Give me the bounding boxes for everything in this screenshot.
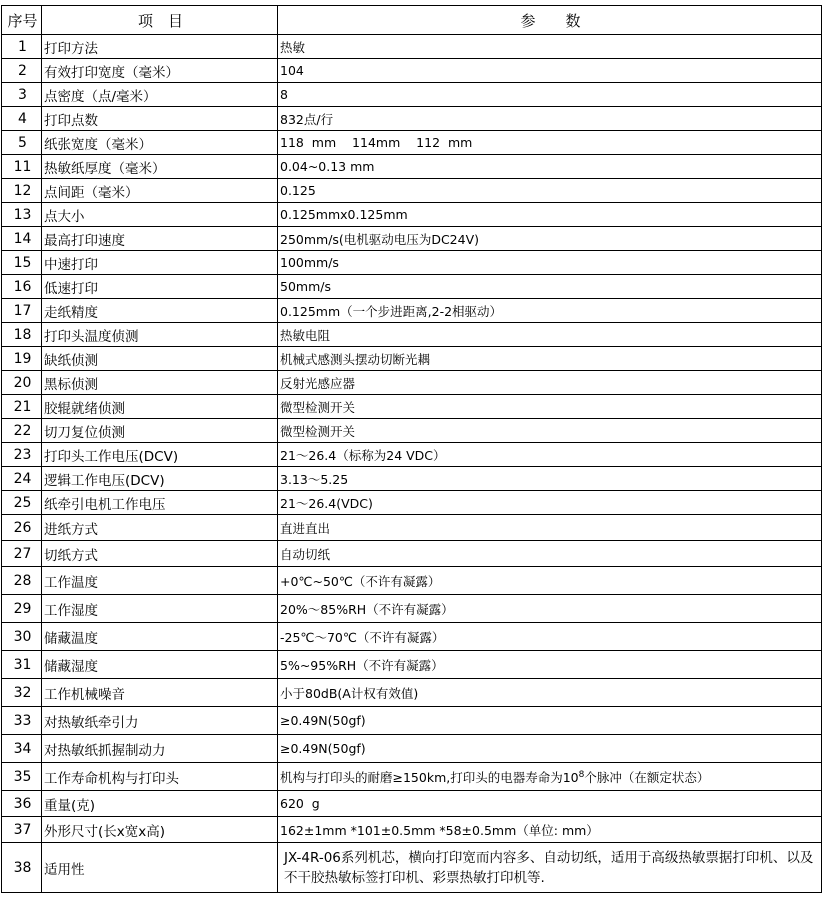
row-num: 32 bbox=[2, 679, 42, 707]
row-param: 微型检测开关 bbox=[278, 395, 822, 419]
table-row bbox=[2, 419, 822, 443]
row-num: 13 bbox=[2, 203, 42, 227]
row-param: 20%～85%RH（不许有凝露） bbox=[278, 595, 822, 623]
header-param: 参 数 bbox=[278, 6, 822, 35]
row-param: ≥0.49N(50gf) bbox=[278, 735, 822, 763]
row-item: 切刀复位侦测 bbox=[42, 419, 278, 443]
row-num: 12 bbox=[2, 179, 42, 203]
row-item: 纸张宽度（毫米） bbox=[42, 131, 278, 155]
row-item: 点密度（点/毫米） bbox=[42, 83, 278, 107]
row-param: 0.04~0.13 mm bbox=[278, 155, 822, 179]
spec-table bbox=[1, 5, 822, 893]
row-num: 37 bbox=[2, 817, 42, 843]
row-num: 31 bbox=[2, 651, 42, 679]
row-num: 36 bbox=[2, 791, 42, 817]
row-item: 储藏湿度 bbox=[42, 651, 278, 679]
row-num: 26 bbox=[2, 515, 42, 541]
row-item: 储藏温度 bbox=[42, 623, 278, 651]
row-item: 适用性 bbox=[42, 843, 278, 893]
row-num: 20 bbox=[2, 371, 42, 395]
row-num: 11 bbox=[2, 155, 42, 179]
row-num: 33 bbox=[2, 707, 42, 735]
table-row bbox=[2, 707, 822, 735]
header-item: 项 目 bbox=[42, 6, 278, 35]
row-num: 30 bbox=[2, 623, 42, 651]
table-row bbox=[2, 443, 822, 467]
row-num: 28 bbox=[2, 567, 42, 595]
row-param: 50mm/s bbox=[278, 275, 822, 299]
table-row bbox=[2, 83, 822, 107]
row-param: 21～26.4（标称为24 VDC） bbox=[278, 443, 822, 467]
row-item: 中速打印 bbox=[42, 251, 278, 275]
table-row bbox=[2, 763, 822, 791]
table-row bbox=[2, 35, 822, 59]
row-item: 有效打印宽度（毫米） bbox=[42, 59, 278, 83]
row-param: 162±1mm *101±0.5mm *58±0.5mm（单位: mm） bbox=[278, 817, 822, 843]
table-row bbox=[2, 251, 822, 275]
row-param: 机械式感测头摆动切断光耦 bbox=[278, 347, 822, 371]
row-num: 29 bbox=[2, 595, 42, 623]
row-param: 3.13～5.25 bbox=[278, 467, 822, 491]
table-row bbox=[2, 623, 822, 651]
row-num: 21 bbox=[2, 395, 42, 419]
table-row bbox=[2, 299, 822, 323]
row-param: 118 mm 114mm 112 mm bbox=[278, 131, 822, 155]
table-row bbox=[2, 107, 822, 131]
table-row bbox=[2, 491, 822, 515]
row-num: 24 bbox=[2, 467, 42, 491]
row-param: 0.125mm（一个步进距离,2-2相驱动） bbox=[278, 299, 822, 323]
row-item: 打印头工作电压(DCV) bbox=[42, 443, 278, 467]
row-item: 工作机械噪音 bbox=[42, 679, 278, 707]
row-param: 8 bbox=[278, 83, 822, 107]
table-row bbox=[2, 515, 822, 541]
row-param: 热敏电阻 bbox=[278, 323, 822, 347]
table-row bbox=[2, 323, 822, 347]
row-num: 16 bbox=[2, 275, 42, 299]
row-param: 自动切纸 bbox=[278, 541, 822, 567]
table-row bbox=[2, 467, 822, 491]
row-item: 工作湿度 bbox=[42, 595, 278, 623]
row-param: 104 bbox=[278, 59, 822, 83]
table-row bbox=[2, 791, 822, 817]
row-num: 22 bbox=[2, 419, 42, 443]
row-param: JX-4R-06系列机芯，横向打印宽而内容多、自动切纸，适用于高级热敏票据打印机、以及不干胶热敏标签打印机、彩票热敏打印机等. bbox=[278, 843, 822, 893]
row-num: 5 bbox=[2, 131, 42, 155]
row-item: 最高打印速度 bbox=[42, 227, 278, 251]
row-item: 进纸方式 bbox=[42, 515, 278, 541]
table-row bbox=[2, 651, 822, 679]
row-num: 18 bbox=[2, 323, 42, 347]
row-num: 3 bbox=[2, 83, 42, 107]
row-item: 低速打印 bbox=[42, 275, 278, 299]
row-param-sup: 8 bbox=[578, 769, 585, 780]
row-param: 0.125 bbox=[278, 179, 822, 203]
row-item: 纸牵引电机工作电压 bbox=[42, 491, 278, 515]
row-item: 外形尺寸(长x宽x高) bbox=[42, 817, 278, 843]
table-row bbox=[2, 203, 822, 227]
table-row bbox=[2, 395, 822, 419]
row-num: 34 bbox=[2, 735, 42, 763]
row-num: 27 bbox=[2, 541, 42, 567]
row-num: 14 bbox=[2, 227, 42, 251]
row-param: 微型检测开关 bbox=[278, 419, 822, 443]
table-row bbox=[2, 679, 822, 707]
row-param: 832点/行 bbox=[278, 107, 822, 131]
row-param: 5%~95%RH（不许有凝露） bbox=[278, 651, 822, 679]
row-item: 缺纸侦测 bbox=[42, 347, 278, 371]
header-row bbox=[2, 6, 822, 35]
table-row bbox=[2, 371, 822, 395]
table-row bbox=[2, 347, 822, 371]
row-param: 21～26.4(VDC) bbox=[278, 491, 822, 515]
row-num: 2 bbox=[2, 59, 42, 83]
row-param: 反射光感应器 bbox=[278, 371, 822, 395]
table-row bbox=[2, 155, 822, 179]
row-param: 620 g bbox=[278, 791, 822, 817]
row-param-post: 个脉冲（在额定状态） bbox=[584, 769, 710, 785]
row-num: 17 bbox=[2, 299, 42, 323]
table-row bbox=[2, 567, 822, 595]
row-param: 250mm/s(电机驱动电压为DC24V) bbox=[278, 227, 822, 251]
row-num: 38 bbox=[2, 843, 42, 893]
row-item: 工作温度 bbox=[42, 567, 278, 595]
row-num: 15 bbox=[2, 251, 42, 275]
row-item: 胶辊就绪侦测 bbox=[42, 395, 278, 419]
row-param-pre: 机构与打印头的耐磨≥150km,打印头的电器寿命为10 bbox=[280, 769, 579, 785]
table-row bbox=[2, 541, 822, 567]
row-item: 打印点数 bbox=[42, 107, 278, 131]
row-item: 对热敏纸牵引力 bbox=[42, 707, 278, 735]
row-param: 0.125mmx0.125mm bbox=[278, 203, 822, 227]
table-row bbox=[2, 843, 822, 893]
row-item: 打印头温度侦测 bbox=[42, 323, 278, 347]
row-item: 切纸方式 bbox=[42, 541, 278, 567]
table-row bbox=[2, 595, 822, 623]
row-param: 热敏 bbox=[278, 35, 822, 59]
row-num: 1 bbox=[2, 35, 42, 59]
row-item: 对热敏纸抓握制动力 bbox=[42, 735, 278, 763]
row-num: 19 bbox=[2, 347, 42, 371]
table-row bbox=[2, 817, 822, 843]
row-param: 小于80dB(A计权有效值) bbox=[278, 679, 822, 707]
row-param: 100mm/s bbox=[278, 251, 822, 275]
row-num: 35 bbox=[2, 763, 42, 791]
row-item: 打印方法 bbox=[42, 35, 278, 59]
table-row bbox=[2, 179, 822, 203]
row-param: -25℃～70℃（不许有凝露） bbox=[278, 623, 822, 651]
table-row bbox=[2, 227, 822, 251]
row-param: 直进直出 bbox=[278, 515, 822, 541]
row-item: 热敏纸厚度（毫米） bbox=[42, 155, 278, 179]
row-num: 23 bbox=[2, 443, 42, 467]
table-row bbox=[2, 131, 822, 155]
table-row bbox=[2, 735, 822, 763]
row-num: 25 bbox=[2, 491, 42, 515]
row-item: 逻辑工作电压(DCV) bbox=[42, 467, 278, 491]
table-row bbox=[2, 275, 822, 299]
row-item: 工作寿命机构与打印头 bbox=[42, 763, 278, 791]
row-item: 重量(克) bbox=[42, 791, 278, 817]
row-param: +0℃~50℃（不许有凝露） bbox=[278, 567, 822, 595]
row-item: 走纸精度 bbox=[42, 299, 278, 323]
row-num: 4 bbox=[2, 107, 42, 131]
header-num: 序号 bbox=[2, 6, 42, 35]
row-item: 点间距（毫米） bbox=[42, 179, 278, 203]
row-param: ≥0.49N(50gf) bbox=[278, 707, 822, 735]
row-param bbox=[278, 763, 822, 791]
row-item: 点大小 bbox=[42, 203, 278, 227]
row-item: 黑标侦测 bbox=[42, 371, 278, 395]
table-row bbox=[2, 59, 822, 83]
